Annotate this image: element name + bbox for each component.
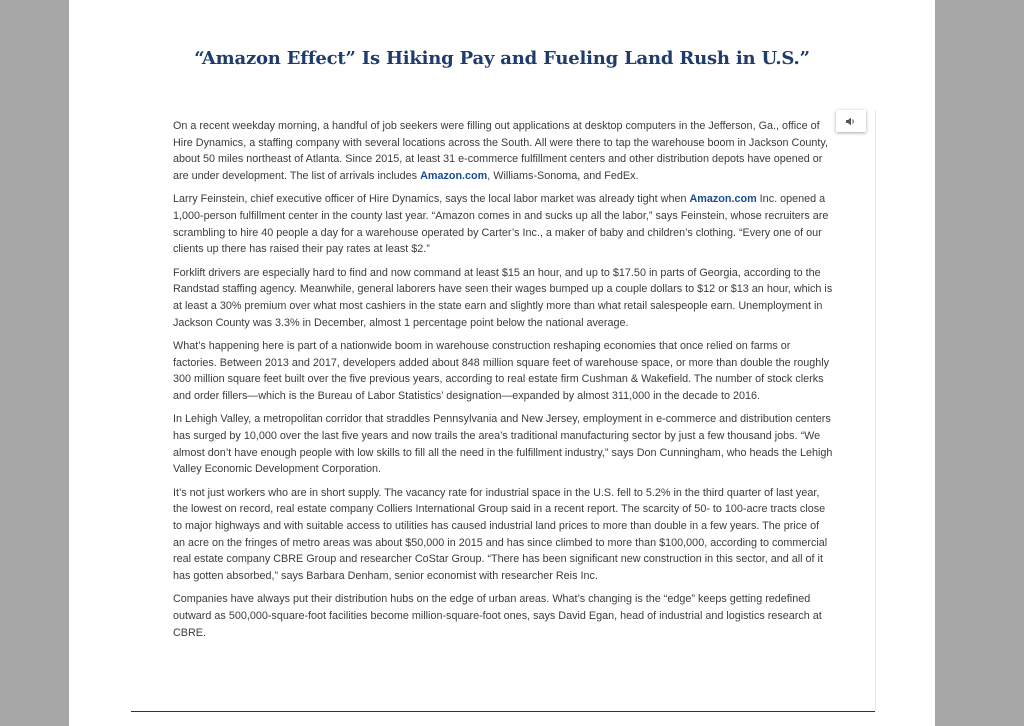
paragraph-text: On a recent weekday morning, a handful of job seekers were filling out applications at desktop computers in the Jefferson, Ga., office of Hire Dynamics, a staffing company with several locations across the South. All were there to tap the warehouse boom in Jackson County, about 50 miles northeast of Atlanta. Since 2015, at least 31 e-commerce fulfillment centers and other distribution depots have opened or are under development. The list of arrivals includes [173, 120, 828, 183]
headline: “Amazon Effect” Is Hiking Pay and Fueling Land Rush in U.S.” [194, 48, 810, 69]
article-paragraph [173, 485, 833, 585]
bottom-divider [131, 711, 875, 712]
paragraph-text: Companies have always put their distribution hubs on the edge of urban areas. What’s changing is the “edge” keeps getting redefined outward as 500,000-square-foot facilities become million-square-foot ones, says David Egan, head of industrial and logistics research at CBRE. [173, 593, 822, 639]
article-paragraph [173, 191, 833, 258]
article-paragraph [173, 338, 833, 405]
paragraph-text: Larry Feinstein, chief executive officer of Hire Dynamics, says the local labor market was already tight when [173, 193, 690, 206]
article-paragraph [173, 591, 833, 641]
article-body [173, 118, 833, 648]
article-paragraph [173, 265, 833, 332]
amazon-link[interactable]: Amazon.com [420, 170, 488, 183]
speaker-icon [846, 117, 856, 126]
document-page [69, 0, 935, 726]
column-divider [875, 110, 876, 712]
amazon-link[interactable]: Amazon.com [689, 193, 757, 206]
paragraph-text: Inc. opened a 1,000-person fulfillment center in the county last year. “Amazon comes in and sucks up all the labor,” says Feinstein, whose recruiters are scrambling to hire 40 people a day for a warehouse operated by Carter’s Inc., a maker of baby and children’s clothing. “Every one of our clients up there has raised their pay rates at least $2.” [173, 193, 829, 256]
article-paragraph [173, 118, 833, 185]
paragraph-text: In Lehigh Valley, a metropolitan corridor that straddles Pennsylvania and New Jersey, employment in e-commerce and distribution centers has surged by 10,000 over the last five years and now trails the area’s traditional manufacturing sector by just a few thousand jobs. “We almost don’t have enough people with low skills to fill all the need in the fulfillment industry,” says Don Cunningham, who heads the Lehigh Valley Economic Development Corporation. [173, 413, 833, 476]
paragraph-text: Forklift drivers are especially hard to find and now command at least $15 an hour, and up to $17.50 in parts of Georgia, according to the Randstad staffing agency. Meanwhile, general laborers have seen their wages bumped up a couple dollars to $12 or $13 an hour, which is at least a 30% premium over what most cashiers in the state earn and slightly more than what retail salespeople earn. Unemployment in Jackson County was 3.3% in December, almost 1 percentage point below the national average. [173, 266, 833, 329]
article-paragraph [173, 411, 833, 478]
paragraph-text: What’s happening here is part of a nationwide boom in warehouse construction reshaping economies that once relied on farms or factories. Between 2013 and 2017, developers added about 848 million square feet of warehouse space, or more than double the roughly 300 million square feet built over the five previous years, according to real estate firm Cushman & Wakefield. The number of stock clerks and order fillers—which is the Bureau of Labor Statistics’ designation—expanded by almost 311,000 in the decade to 2016. [173, 339, 830, 403]
paragraph-text: It’s not just workers who are in short supply. The vacancy rate for industrial space in the U.S. fell to 5.2% in the third quarter of last year, the lowest on record, real estate company Colliers International Group said in a recent report. The scarcity of 50- to 100-acre tracts close to major highways and with suitable access to utilities has caused industrial land prices to more than double in a few years. The price of an acre on the fringes of metro areas was about $50,000 in 2015 and has since climbed to more than $100,000, according to commercial real estate company CBRE Group and researcher CoStar Group. “There has been significant new construction in this sector, and all of it has gotten absorbed,” says Barbara Denham, senior economist with researcher Reis Inc. [173, 486, 828, 583]
paragraph-text: , Williams-Sonoma, and FedEx. [487, 170, 639, 183]
listen-audio-button[interactable] [836, 110, 866, 132]
